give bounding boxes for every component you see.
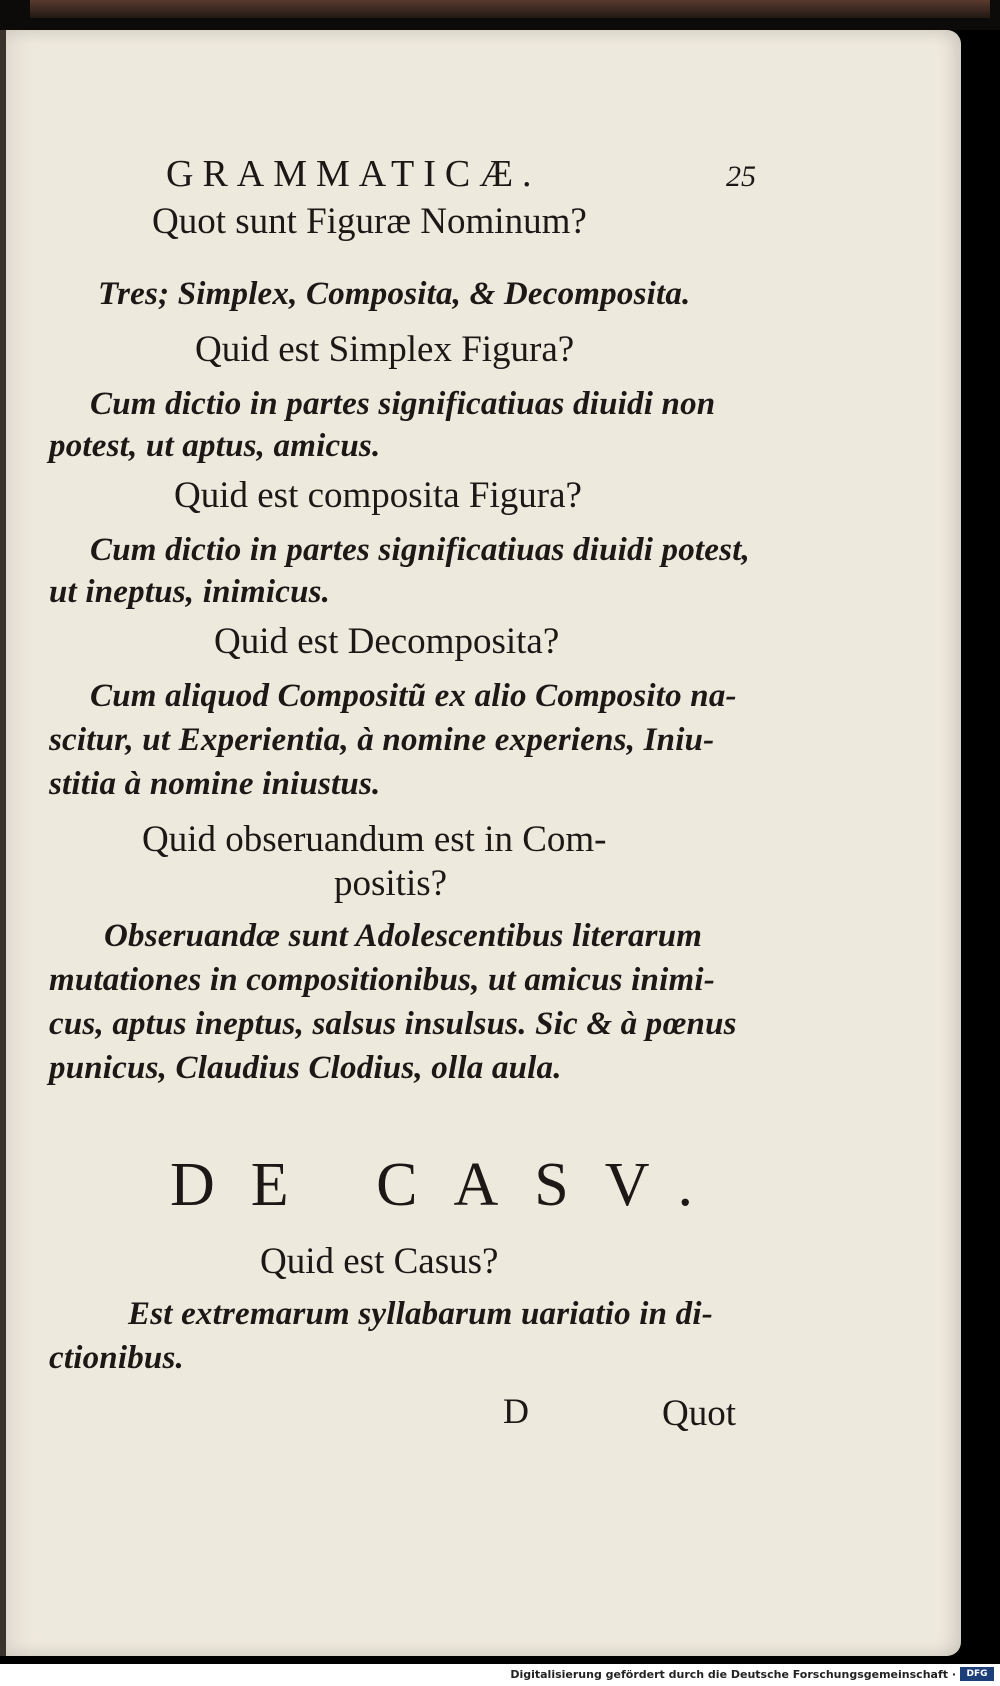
question-2: Quid est Simplex Figura? <box>195 329 575 370</box>
dfg-logo: DFG <box>960 1667 994 1681</box>
answer-4-line-3: stitia à nomine iniustus. <box>49 766 381 802</box>
question-5-line-2: positis? <box>334 863 448 904</box>
answer-3-line-1: Cum dictio in partes significatiuas diuidi potest, <box>90 532 751 568</box>
credit-bar <box>0 1664 1000 1686</box>
book-page <box>6 30 961 1656</box>
question-4: Quid est Decomposita? <box>214 621 560 662</box>
catchword: Quot <box>662 1393 736 1434</box>
section-question-1: Quid est Casus? <box>260 1241 499 1282</box>
answer-5-line-3: cus, aptus ineptus, salsus insulsus. Sic & à pœnus <box>49 1006 737 1042</box>
running-title: GRAMMATICÆ. <box>166 153 541 195</box>
answer-2-line-1: Cum dictio in partes significatiuas diuidi non <box>90 386 716 422</box>
answer-1: Tres; Simplex, Composita, & Decomposita. <box>98 276 691 312</box>
question-5-line-1: Quid obseruandum est in Com- <box>142 819 607 860</box>
answer-5-line-2: mutationes in compositionibus, ut amicus inimi- <box>49 962 715 998</box>
question-1: Quot sunt Figuræ Nominum? <box>152 201 587 242</box>
book-top-edge <box>0 0 1000 30</box>
question-3: Quid est composita Figura? <box>174 475 582 516</box>
digitization-credit: Digitalisierung gefördert durch die Deutsche Forschungsgemeinschaft · <box>510 1668 956 1681</box>
answer-4-line-1: Cum aliquod Compositũ ex alio Composito na- <box>90 678 737 714</box>
section-answer-line-1: Est extremarum syllabarum uariatio in di- <box>128 1296 713 1332</box>
answer-2-line-2: potest, ut aptus, amicus. <box>49 428 381 464</box>
page-number: 25 <box>726 160 756 193</box>
section-title: DE CASV. <box>170 1151 730 1219</box>
signature-mark: D <box>503 1391 529 1431</box>
answer-4-line-2: scitur, ut Experientia, à nomine experiens, Iniu- <box>49 722 715 758</box>
binding-band <box>30 0 990 18</box>
section-answer-line-2: ctionibus. <box>49 1340 184 1376</box>
answer-5-line-1: Obseruandæ sunt Adolescentibus literarum <box>104 918 703 954</box>
answer-3-line-2: ut ineptus, inimicus. <box>49 574 331 610</box>
answer-5-line-4: punicus, Claudius Clodius, olla aula. <box>49 1050 562 1086</box>
